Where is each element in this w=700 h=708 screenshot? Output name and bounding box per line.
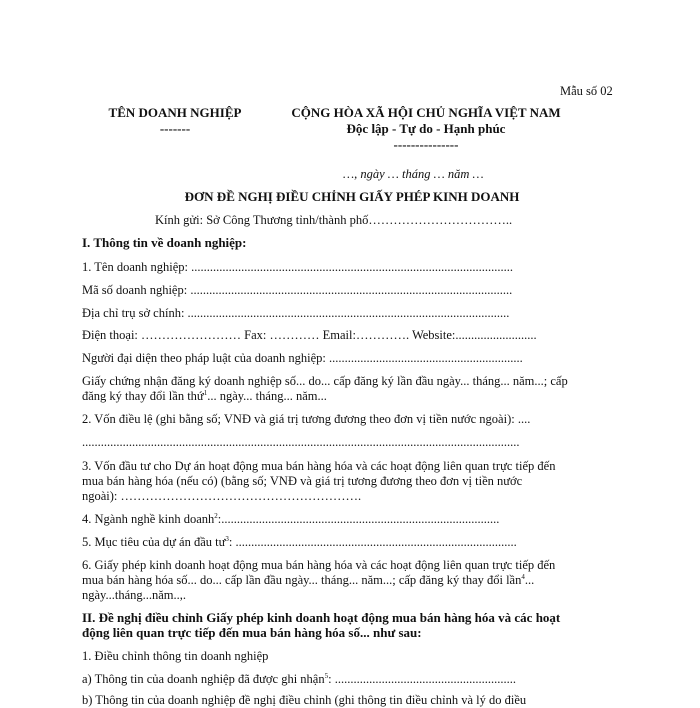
investment-capital-line-1: 3. Vốn đầu tư cho Dự án hoạt động mua bán hàng hóa và các hoạt động liên quan trực tiếp đến bbox=[82, 459, 556, 473]
section-1-heading: I. Thông tin về doanh nghiệp: bbox=[82, 235, 247, 250]
company-dashes: ------- bbox=[159, 121, 191, 136]
head-office-line: Địa chỉ trụ sở chính: ....................................................................................................... bbox=[82, 306, 510, 320]
footnote-1: 1 bbox=[203, 388, 208, 397]
contact-line: Điện thoại: …………………… Fax: ………… Email:…………. Website:.......................... bbox=[82, 328, 537, 342]
charter-capital-line: 2. Vốn điều lệ (ghi bằng số; VNĐ và giá trị tương đương theo đơn vị tiền nước ngoài): .... bbox=[82, 412, 531, 426]
footnote-2: 2 bbox=[214, 511, 218, 520]
page-title: ĐƠN ĐỀ NGHỊ ĐIỀU CHỈNH GIẤY PHÉP KINH DOANH bbox=[184, 189, 520, 204]
motto: Độc lập - Tự do - Hạnh phúc bbox=[346, 121, 506, 136]
recorded-info-line: a) Thông tin của doanh nghiệp đã được ghi nhận$^5$: .......................................................... bbox=[82, 671, 516, 686]
country-name: CỘNG HÒA XÃ HỘI CHỦ NGHĨA VIỆT NAM bbox=[291, 105, 561, 120]
project-objective-line: 5. Mục tiêu của dự án đầu $tư^3$: .......................................................................................... bbox=[82, 534, 517, 549]
form-number: Mẫu số 02 bbox=[560, 84, 613, 98]
motto-dashes: --------------- bbox=[393, 137, 459, 152]
business-license-line-2: mua bán hàng hóa số... do... cấp lần đầu ngày... tháng... năm...; cấp đăng ký thay đổi lần$^4$... bbox=[82, 572, 535, 587]
section-2-heading-1: II. Đề nghị điều chỉnh Giấy phép kinh doanh hoạt động mua bán hàng hóa và các hoạt bbox=[82, 610, 561, 625]
investment-capital-line-2: mua bán hàng hóa (nếu có) (bằng số; VNĐ và giá trị tương đương theo đơn vị tiền nước bbox=[82, 474, 523, 488]
business-license-line-3: ngày...tháng...năm..,. bbox=[82, 588, 187, 602]
company-label: TÊN DOANH NGHIỆP bbox=[108, 105, 242, 120]
footnote-5: 5 bbox=[324, 671, 329, 680]
proposed-info-line: b) Thông tin của doanh nghiệp đề nghị điều chỉnh (ghi thông tin điều chỉnh và lý do điều bbox=[82, 693, 527, 707]
adjust-info-heading: 1. Điều chỉnh thông tin doanh nghiệp bbox=[82, 649, 269, 663]
registration-change-line: đăng ký thay đổi lần thứ$^1$... ngày... tháng... năm... bbox=[82, 388, 327, 403]
investment-capital-line-3: ngoài): …………………………………………………. bbox=[82, 489, 362, 503]
business-license-line-1: 6. Giấy phép kinh doanh hoạt động mua bán hàng hóa và các hoạt động liên quan trực tiếp đến bbox=[82, 558, 556, 572]
company-code-line: Mã số doanh nghiệp: ....................................................................................................... bbox=[82, 283, 513, 297]
charter-capital-dots: ............................................................................................................................................ bbox=[82, 435, 520, 449]
section-2-heading-2: động liên quan trực tiếp đến mua bán hàng hóa số... như sau: bbox=[82, 625, 422, 640]
registration-certificate-line: Giấy chứng nhận đăng ký doanh nghiệp số... do... cấp đăng ký lần đầu ngày... tháng... năm...; cấp bbox=[82, 374, 568, 388]
legal-representative-line: Người đại diện theo pháp luật của doanh nghiệp: .............................................................. bbox=[82, 351, 523, 365]
footnote-4: 4 bbox=[521, 572, 525, 581]
business-lines-line: 4. Ngành nghề kinh doanh$^2$:......................................................................................... bbox=[82, 511, 500, 526]
company-name-line: 1. Tên doanh nghiệp: ....................................................................................................... bbox=[82, 260, 513, 274]
date-line: …, ngày … tháng … năm … bbox=[343, 167, 484, 181]
recipient-line: Kính gửi: Sở Công Thương tỉnh/thành phố…………………………….. bbox=[155, 213, 513, 227]
footnote-3: 3 bbox=[225, 534, 229, 543]
